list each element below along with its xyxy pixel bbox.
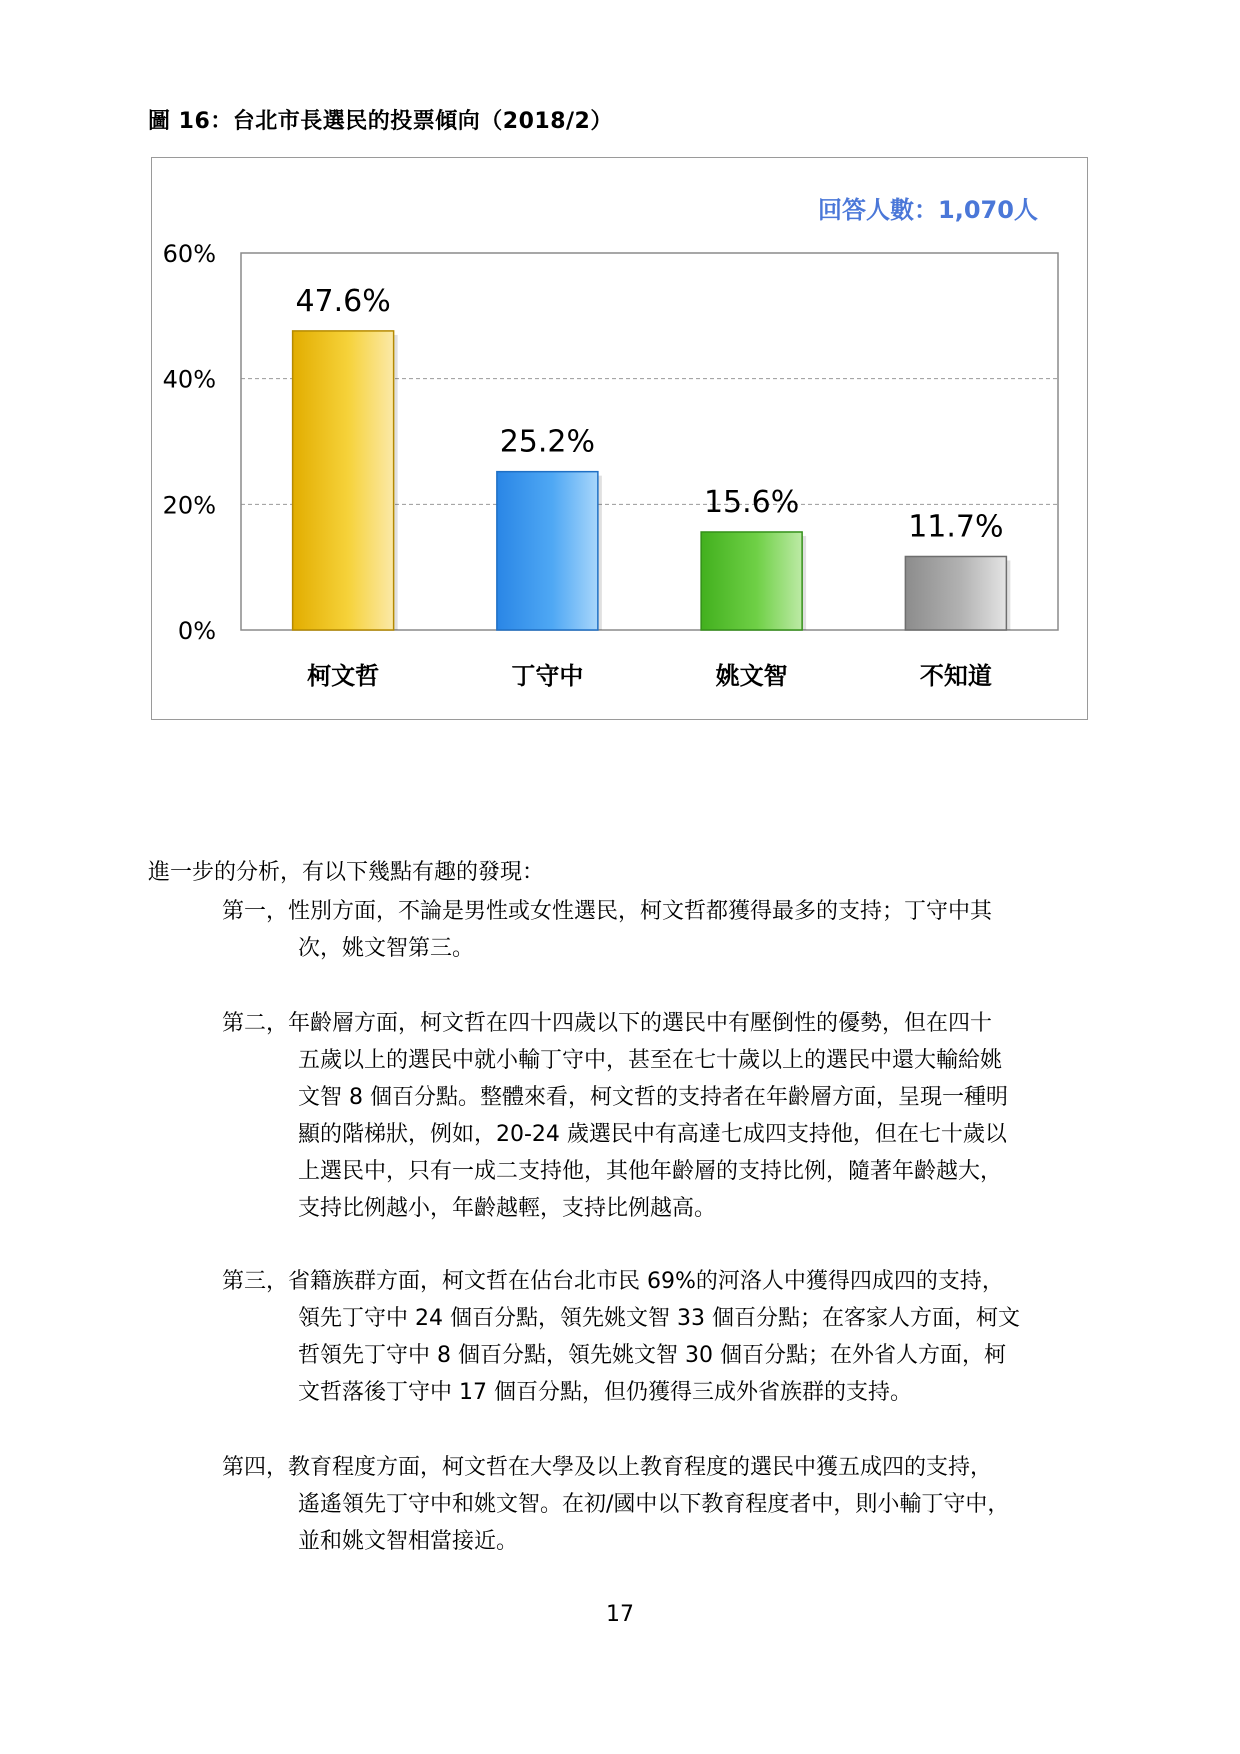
- paragraph-line: 第四，教育程度方面，柯文哲在大學及以上教育程度的選民中獲五成四的支持，: [222, 1455, 993, 1480]
- bar: [293, 331, 394, 630]
- y-tick-label: 40%: [162, 365, 216, 394]
- paragraph-line: 文智 8 個百分點。整體來看，柯文哲的支持者在年齡層方面，呈現一種明: [298, 1085, 1008, 1110]
- page-number: 17: [606, 1602, 634, 1627]
- paragraph-2: [222, 1005, 1098, 1227]
- paragraph-line: 次，姚文智第三。: [298, 936, 475, 961]
- bar-value-label: 47.6%: [295, 283, 391, 319]
- bar: [905, 556, 1006, 630]
- bar: [701, 532, 802, 630]
- figure-title: 圖 16：台北市長選民的投票傾向（2018/2）: [148, 109, 613, 134]
- category-label: 丁守中: [511, 662, 584, 690]
- paragraph-line: 第三，省籍族群方面，柯文哲在佔台北市民 69%的河洛人中獲得四成四的支持，: [222, 1269, 1004, 1294]
- paragraph-line: 文哲落後丁守中 17 個百分點，但仍獲得三成外省族群的支持。: [298, 1380, 912, 1405]
- category-label: 姚文智: [715, 662, 788, 690]
- y-tick-label: 20%: [162, 491, 216, 520]
- category-label: 柯文哲: [307, 662, 380, 690]
- paragraph-line: 支持比例越小，年齡越輕，支持比例越高。: [298, 1196, 717, 1221]
- bar-value-label: 15.6%: [703, 484, 800, 520]
- paragraph-line: 遙遙領先丁守中和姚文智。在初/國中以下教育程度者中，則小輸丁守中，: [298, 1492, 1010, 1517]
- paragraph-line: 並和姚文智相當接近。: [298, 1529, 519, 1554]
- paragraph-1: [222, 893, 1098, 967]
- intro-text: 進一步的分析，有以下幾點有趣的發現：: [148, 860, 545, 885]
- bar-value-label: 11.7%: [908, 509, 1004, 545]
- paragraph-line: 哲領先丁守中 8 個百分點，領先姚文智 30 個百分點；在外省人方面，柯: [298, 1343, 1006, 1368]
- paragraph-line: 第一，性別方面，不論是男性或女性選民，柯文哲都獲得最多的支持；丁守中其: [222, 899, 993, 924]
- paragraph-line: 顯的階梯狀，例如，20-24 歲選民中有高達七成四支持他，但在七十歲以: [298, 1122, 1007, 1147]
- bar-value-label: 25.2%: [499, 424, 596, 460]
- bar: [497, 472, 598, 630]
- y-tick-label: 60%: [162, 240, 216, 268]
- respondents-label: 回答人數：1,070人: [818, 196, 1038, 224]
- y-tick-label: 0%: [177, 617, 216, 645]
- paragraph-line: 上選民中，只有一成二支持他，其他年齡層的支持比例，隨著年齡越大，: [298, 1159, 1003, 1184]
- paragraph-line: 第二，年齡層方面，柯文哲在四十四歲以下的選民中有壓倒性的優勢，但在四十: [222, 1011, 993, 1036]
- paragraph-4: [222, 1449, 1098, 1560]
- category-label: 不知道: [919, 662, 992, 690]
- paragraph-line: 領先丁守中 24 個百分點，領先姚文智 33 個百分點；在客家人方面，柯文: [298, 1306, 1020, 1331]
- bar-chart: [0, 0, 1240, 720]
- paragraph-line: 五歲以上的選民中就小輸丁守中，甚至在七十歲以上的選民中還大輸給姚: [298, 1048, 1003, 1073]
- paragraph-3: [222, 1263, 1098, 1411]
